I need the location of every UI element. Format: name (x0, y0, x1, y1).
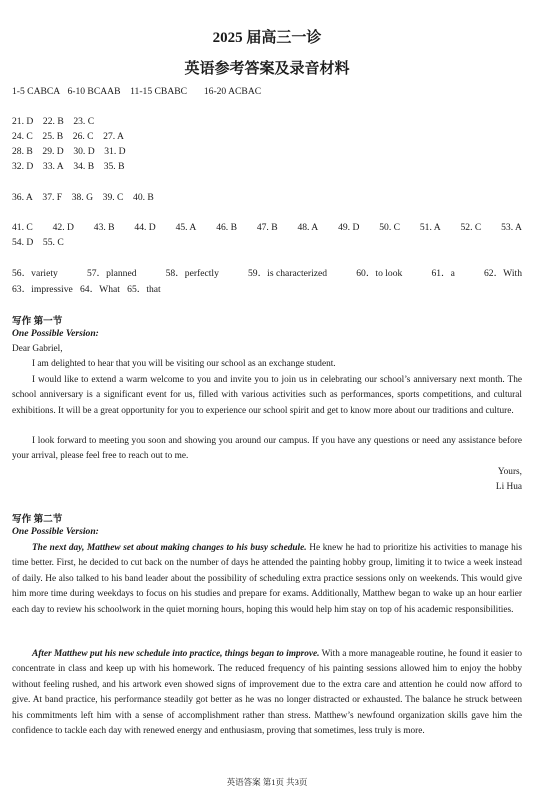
letter-greeting: Dear Gabriel, (12, 344, 63, 354)
answer-item: 25. B (42, 131, 64, 142)
cloze-row-1 (12, 222, 522, 234)
reading-row-4 (12, 161, 125, 173)
answer-item: 22. B (42, 116, 64, 127)
answer-item: 44. D (134, 222, 156, 233)
answer-item: 58．perfectly (165, 268, 219, 279)
answer-item: 48. A (297, 222, 319, 233)
grammar-row-1 (12, 268, 522, 280)
answer-item: 62．With (484, 268, 522, 279)
answer-group: 6-10 BCAAB (67, 86, 121, 97)
answer-item: 40. B (133, 192, 154, 203)
paragraph-body: He knew he had to prioritize his activities to manage his time better. First, he decided to cut back on the number of days he attended the painting hobby group, limiting it to twice a week instead of daily. He also talked to his band leader about the possibility of scheduling extra practice sessions only on weekends. This would give him more time during weekdays to focus on his studies and prepare for exams. Additionally, Matthew began to wake up an hour earlier each day to review his schoolwork in the quiet morning hours, hoping this would help him stay on top of his academic responsibilities. (12, 543, 522, 615)
answer-item: 52. C (460, 222, 482, 233)
answer-group: 16-20 ACBAC (203, 86, 262, 97)
letter-paragraph-2: I would like to extend a warm welcome to you and invite you to join us in celebrating our school’s anniversary next month. The school anniversary is a significant event for us, filled with various activities such as performances, sports competitions, and cultural exhibitions. It will be a great opportunity for you to experience our school spirit and get to know more about our traditions and culture. (12, 375, 522, 416)
answer-item: 31. D (104, 146, 126, 157)
writing-section-2-heading: 写作 第二节 (12, 514, 63, 525)
answer-item: 39. C (102, 192, 124, 203)
paragraph-lead-sentence: After Matthew put his new schedule into practice, things began to improve. (32, 649, 320, 659)
answer-item: 37. F (42, 192, 63, 203)
listening-answers (12, 86, 261, 98)
letter-closing: Yours, (497, 467, 522, 477)
answer-item: 42. D (52, 222, 74, 233)
letter-paragraph-3: I look forward to meeting you soon and showing you around our campus. If you have any questions or need any assistance before your arrival, please feel free to reach out to me. (12, 436, 522, 462)
version-label: One Possible Version: (12, 328, 99, 339)
answer-item: 49. D (338, 222, 360, 233)
letter-signature: Li Hua (495, 482, 522, 492)
answer-item: 54. D (12, 237, 34, 248)
answer-item: 38. G (71, 192, 94, 203)
answer-item: 56．variety (12, 268, 58, 279)
answer-item: 50. C (379, 222, 401, 233)
continuation-paragraph-2 (12, 647, 522, 739)
answer-item: 21. D (12, 116, 34, 127)
cloze-row-2 (12, 237, 64, 249)
letter-paragraph-1: I am delighted to hear that you will be visiting our school as an exchange student. (32, 359, 336, 369)
answer-item: 47. B (256, 222, 278, 233)
reading-row-1 (12, 116, 94, 128)
version-label: One Possible Version: (12, 526, 99, 537)
seven-five-answers (12, 192, 154, 204)
answer-item: 34. B (73, 161, 95, 172)
answer-item: 28. B (12, 146, 33, 157)
answer-item: 26. C (72, 131, 94, 142)
answer-item: 32. D (12, 161, 34, 172)
answer-group: 1-5 CABCA (12, 86, 61, 97)
answer-item: 45. A (175, 222, 197, 233)
answer-item: 43. B (93, 222, 115, 233)
answer-item: 30. D (73, 146, 95, 157)
answer-item: 55. C (42, 237, 64, 248)
exam-title: 2025 届高三一诊 (212, 30, 322, 46)
answer-item: 23. C (73, 116, 95, 127)
answer-item: 24. C (12, 131, 33, 142)
answer-group: 11-15 CBABC (130, 86, 188, 97)
answer-item: 57．planned (86, 268, 137, 279)
answer-item: 63．impressive (12, 284, 73, 295)
answer-item: 51. A (419, 222, 441, 233)
answer-item: 61．a (431, 268, 455, 279)
answer-item: 53. A (501, 222, 522, 233)
paragraph-lead-sentence: The next day, Matthew set about making changes to his busy schedule. (32, 543, 307, 553)
answer-item: 64．What (79, 284, 120, 295)
answer-item: 60．to look (356, 268, 403, 279)
reading-row-2 (12, 131, 124, 143)
document-title: 英语参考答案及录音材料 (184, 61, 350, 77)
paragraph-body: With a more manageable routine, he found it easier to concentrate in class and keep up with his homework. The reduced frequency of his painting sessions allowed him to enjoy the hobby without feeling rushed, and his artwork even showed signs of improvement due to the extra care and attention he could now afford to give. At band practice, his performance steadily got better as he was no longer distracted or exhausted. The balance he struck between his commitments left him with a sense of accomplishment rather than stress. Matthew’s newfound organization skills gave him the confidence to tackle each day with renewed energy and enthusiasm, proving that sometimes, less truly is more. (12, 649, 522, 737)
page-footer: 英语答案 第1页 共3页 (226, 777, 308, 787)
answer-item: 59．is characterized (248, 268, 328, 279)
answer-item: 46. B (216, 222, 237, 233)
answer-item: 65．that (127, 284, 161, 295)
continuation-paragraph-1 (12, 541, 522, 618)
answer-item: 33. A (42, 161, 64, 172)
writing-section-1-heading: 写作 第一节 (12, 316, 63, 327)
grammar-row-2 (12, 284, 161, 296)
answer-item: 29. D (42, 146, 64, 157)
answer-item: 35. B (103, 161, 125, 172)
answer-item: 27. A (103, 131, 124, 142)
answer-item: 36. A (12, 192, 33, 203)
answer-item: 41. C (12, 222, 33, 233)
reading-row-3 (12, 146, 126, 158)
